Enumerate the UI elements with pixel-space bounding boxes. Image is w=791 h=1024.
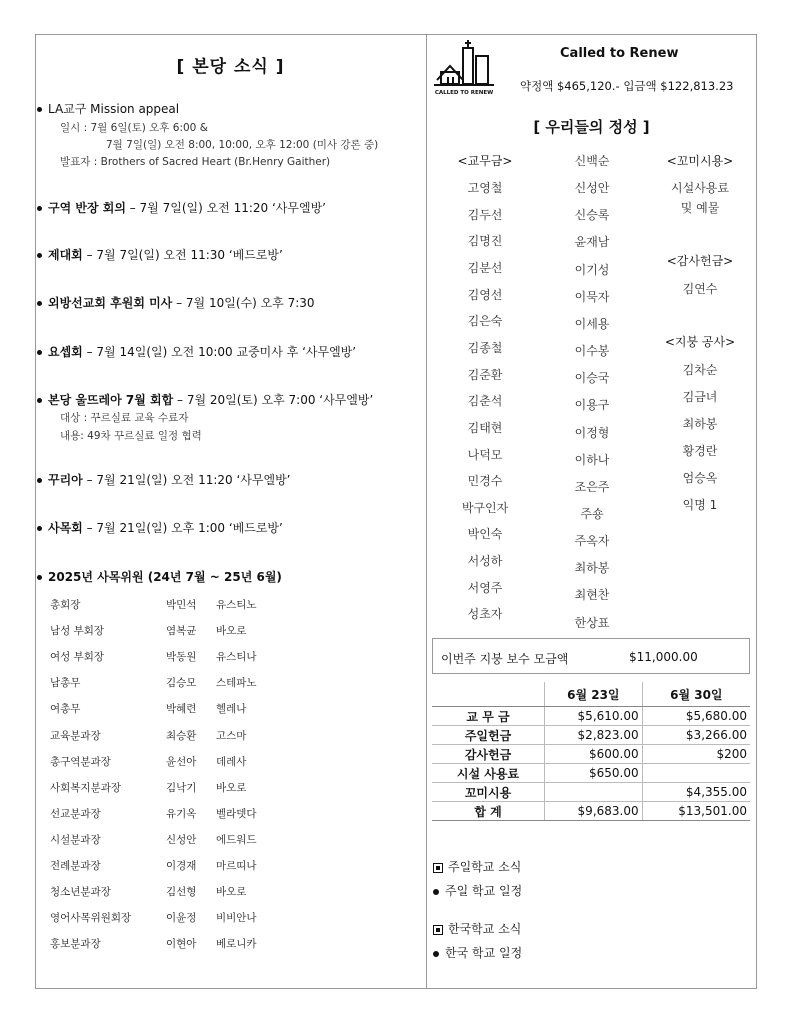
- officer-name: 김낙기: [166, 781, 197, 794]
- bullet-icon: [37, 301, 42, 306]
- news-item: [37, 199, 326, 216]
- officer-role: 여총무: [50, 703, 81, 716]
- officer-role: 홍보분과장: [50, 938, 101, 951]
- square-bullet-icon: [433, 863, 443, 873]
- bullet-icon: [37, 478, 42, 483]
- officer-role: 총구역분과장: [50, 755, 111, 768]
- donor-name: 및 예물: [680, 201, 720, 215]
- donor-name: 엄승옥: [682, 471, 718, 485]
- donor-name: 신백순: [574, 154, 610, 168]
- news-item-detail: – 7월 20일(토) 오후 7:00 ‘사무엘방’: [173, 393, 374, 407]
- news-item-head: 꾸리아: [48, 473, 83, 487]
- news-sub: 발표자 : Brothers of Sacred Heart (Br.Henry Gaither): [60, 156, 331, 168]
- news-item: [37, 391, 373, 408]
- donor-name: 서성하: [467, 554, 503, 569]
- roof-fund-amount: $11,000.00: [629, 650, 698, 664]
- officer-baptismal-name: 스테파노: [216, 677, 257, 690]
- col1-header: <교무금>: [457, 154, 513, 168]
- bulletin-page: [35, 34, 757, 989]
- donor-section-header: <감사헌금>: [666, 254, 734, 268]
- officer-name: 이윤정: [166, 912, 197, 925]
- table-row: [432, 745, 750, 764]
- amount-cell: $13,501.00: [642, 802, 750, 821]
- news-item-head: 요셉회: [48, 345, 83, 359]
- donor-name: 민경수: [467, 474, 503, 489]
- bullet-icon: [37, 350, 42, 355]
- news-item: [37, 294, 315, 311]
- news-item-head: LA교구 Mission appeal: [48, 102, 180, 116]
- donor-name: 김차순: [682, 363, 718, 377]
- donor-name: 김준환: [467, 367, 503, 382]
- amount-cell: $200: [642, 745, 750, 764]
- officer-baptismal-name: 유스티노: [216, 599, 257, 611]
- bullet-icon: [37, 253, 42, 258]
- donor-name: 이수봉: [574, 344, 610, 359]
- bullet-icon: [433, 951, 439, 957]
- donor-name: 김은숙: [467, 314, 503, 329]
- news-item: [37, 100, 179, 117]
- donor-name: 이세용: [574, 316, 610, 331]
- donor-name: 황경란: [682, 444, 718, 458]
- table-corner: [432, 682, 545, 707]
- donor-name: 나덕모: [467, 447, 503, 462]
- officer-baptismal-name: 헬레나: [216, 703, 247, 716]
- bullet-icon: [37, 575, 42, 580]
- row-label: 주일헌금: [432, 726, 545, 745]
- officer-name: 최승환: [166, 729, 197, 742]
- news-item-head: 2025년 사목위원 (24년 7월 ~ 25년 6월): [48, 570, 282, 584]
- news-item-head: 구역 반장 회의: [48, 201, 126, 215]
- amount-cell: $650.00: [545, 764, 643, 783]
- donor-name: 주숑: [580, 506, 604, 521]
- officer-baptismal-name: 마르띠나: [216, 860, 257, 872]
- row-label: 감사헌금: [432, 745, 545, 764]
- news-item-detail: – 7월 7일(일) 오전 11:30 ‘베드로방’: [82, 248, 283, 262]
- table-row: [432, 764, 750, 783]
- donor-name: 이묵자: [574, 289, 610, 304]
- notice-item: [433, 882, 522, 899]
- officer-role: 사회복지분과장: [50, 781, 122, 794]
- officer-name: 신성안: [166, 833, 197, 846]
- officer-name: 김승모: [166, 677, 197, 690]
- row-label: 시설 사용료: [432, 764, 545, 783]
- donor-name: 김분선: [467, 260, 503, 275]
- officer-baptismal-name: 바오로: [216, 886, 247, 899]
- donor-name: 최하봉: [682, 417, 718, 431]
- logo-caption: CALLED TO RENEW: [434, 90, 494, 96]
- amount-cell: $2,823.00: [545, 726, 643, 745]
- amount-cell: $3,266.00: [642, 726, 750, 745]
- officer-baptismal-name: 고스마: [216, 729, 247, 742]
- news-sub: 대상 : 꾸르실료 교육 수료자: [60, 412, 189, 424]
- donor-name: 김춘석: [467, 394, 503, 409]
- donor-name: 시설사용료: [671, 181, 729, 195]
- donor-name: 주옥자: [574, 534, 610, 549]
- officer-name: 이경재: [166, 860, 197, 872]
- table-total-row: [432, 802, 750, 821]
- donor-name: 김종철: [467, 340, 503, 355]
- table-row: [432, 783, 750, 802]
- bullet-icon: [37, 526, 42, 531]
- table-row: [432, 707, 750, 726]
- officer-baptismal-name: 데레사: [216, 755, 247, 768]
- row-label: 합 계: [432, 802, 545, 821]
- amount-cell: $5,680.00: [642, 707, 750, 726]
- news-item-head: 사목회: [48, 521, 83, 535]
- news-sub: 일시 : 7월 6일(토) 오후 6:00 &: [60, 122, 208, 134]
- campaign-title: Called to Renew: [560, 46, 679, 61]
- news-item: [37, 246, 283, 263]
- row-label: 교 무 금: [432, 707, 545, 726]
- donor-name: 이용구: [574, 398, 610, 413]
- officer-baptismal-name: 에드워드: [216, 833, 257, 846]
- donor-name: 한상표: [574, 615, 610, 630]
- notice-item: [433, 944, 522, 961]
- notice-text: 주일 학교 일정: [445, 884, 523, 898]
- notice-text: 주일학교 소식: [448, 860, 522, 874]
- officer-baptismal-name: 벨라뎃다: [216, 807, 257, 820]
- officer-name: 박민석: [166, 599, 197, 611]
- church-logo-icon: [434, 38, 496, 96]
- news-item: [37, 519, 283, 536]
- amount-cell: [545, 783, 643, 802]
- donor-name: 최하봉: [574, 561, 610, 576]
- amount-cell: $4,355.00: [642, 783, 750, 802]
- news-item: [37, 471, 290, 488]
- donor-name: 익명 1: [682, 498, 718, 512]
- officer-role: 남성 부회장: [50, 625, 105, 638]
- officer-baptismal-name: 베로니카: [216, 938, 257, 951]
- donor-name: 서영주: [467, 580, 503, 595]
- donor-section-header: <꼬미시용>: [666, 154, 734, 168]
- donor-name: 김금녀: [682, 390, 718, 404]
- bullet-icon: [433, 889, 439, 895]
- officer-role: 전례분과장: [50, 860, 101, 872]
- officer-name: 유기옥: [166, 807, 197, 820]
- news-item-detail: – 7월 14일(일) 오전 10:00 교중미사 후 ‘사무엘방’: [82, 345, 357, 359]
- officer-baptismal-name: 유스티나: [216, 651, 257, 664]
- news-sub: 7월 7일(일) 오전 8:00, 10:00, 오후 12:00 (미사 강론 중): [106, 139, 379, 151]
- donor-name: 신승록: [574, 208, 610, 223]
- news-item-head: 외방선교회 후원회 미사: [48, 296, 173, 310]
- donor-name: 최현찬: [574, 588, 610, 603]
- officer-baptismal-name: 비비안나: [216, 912, 257, 925]
- news-item-detail: – 7월 10일(수) 오후 7:30: [172, 296, 315, 310]
- amount-cell: $600.00: [545, 745, 643, 764]
- roof-fund-label: 이번주 지붕 보수 모금액: [441, 652, 569, 666]
- officer-role: 교육분과장: [50, 729, 101, 742]
- news-item: [37, 343, 356, 360]
- donor-name: 이승국: [574, 371, 610, 386]
- officer-name: 박혜련: [166, 703, 197, 716]
- donor-name: 김연수: [682, 282, 718, 296]
- donor-name: 신성안: [574, 181, 610, 196]
- column-header: 6월 23일: [545, 682, 643, 707]
- donor-name: 김영선: [467, 287, 503, 302]
- news-item-detail: – 7월 21일(일) 오후 1:00 ‘베드로방’: [82, 521, 283, 535]
- amount-cell: $5,610.00: [545, 707, 643, 726]
- officer-name: 염복균: [166, 625, 197, 638]
- officer-baptismal-name: 바오로: [216, 781, 247, 794]
- bullet-icon: [37, 206, 42, 211]
- column-divider: [426, 34, 427, 989]
- parish-news-title: [ 본당 소식 ]: [176, 57, 285, 77]
- officer-role: 남총무: [50, 677, 81, 690]
- notice-heading: [433, 920, 521, 937]
- table-header-row: [432, 682, 750, 707]
- donor-name: 이정형: [574, 425, 610, 440]
- officer-role: 선교분과장: [50, 807, 101, 820]
- officer-role: 청소년분과장: [50, 886, 111, 899]
- news-item-detail: – 7월 7일(일) 오전 11:20 ‘사무엘방’: [125, 201, 326, 215]
- donor-name: 김두선: [467, 207, 503, 222]
- table-row: [432, 726, 750, 745]
- donor-name: 성초자: [467, 607, 503, 622]
- donor-name: 이기성: [574, 262, 610, 277]
- notice-text: 한국 학교 일정: [445, 946, 523, 960]
- donor-name: 박구인자: [461, 500, 509, 515]
- officer-name: 김선형: [166, 886, 197, 899]
- officer-name: 이현아: [166, 938, 197, 951]
- news-item-head: 제대회: [48, 248, 83, 262]
- officer-baptismal-name: 바오로: [216, 625, 247, 638]
- news-sub: 내용: 49차 꾸르실료 일정 협력: [60, 430, 202, 442]
- bullet-icon: [37, 398, 42, 403]
- bullet-icon: [37, 107, 42, 112]
- notice-heading: [433, 858, 521, 875]
- square-bullet-icon: [433, 925, 443, 935]
- officer-name: 박동원: [166, 651, 197, 664]
- officer-role: 시설분과장: [50, 833, 101, 846]
- officer-role: 총회장: [50, 599, 81, 611]
- donor-name: 김태현: [467, 420, 503, 435]
- offerings-title: [ 우리들의 정성 ]: [533, 118, 650, 136]
- donor-name: 고영철: [467, 181, 503, 195]
- donor-name: 박인숙: [467, 527, 503, 542]
- news-item: [37, 568, 282, 585]
- donor-name: 윤재남: [574, 235, 610, 250]
- donor-name: 이하나: [574, 452, 610, 467]
- campaign-pledge: 약정액 $465,120.- 입금액 $122,813.23: [520, 79, 734, 93]
- donor-name: 김명진: [467, 234, 503, 249]
- news-item-head: 본당 울뜨레아 7월 회합: [48, 393, 174, 407]
- donor-section-header: <지붕 공사>: [664, 335, 736, 349]
- amount-cell: [642, 764, 750, 783]
- notice-text: 한국학교 소식: [448, 922, 522, 936]
- row-label: 꼬미시용: [432, 783, 545, 802]
- officer-role: 여성 부회장: [50, 651, 105, 664]
- officer-name: 윤선아: [166, 755, 197, 768]
- amount-cell: $9,683.00: [545, 802, 643, 821]
- donor-name: 조은주: [574, 479, 610, 494]
- officer-role: 영어사목위원회장: [50, 912, 132, 925]
- column-header: 6월 30일: [642, 682, 750, 707]
- roof-fund-box: [432, 638, 750, 674]
- offering-table: [432, 682, 750, 821]
- news-item-detail: – 7월 21일(일) 오전 11:20 ‘사무엘방’: [82, 473, 291, 487]
